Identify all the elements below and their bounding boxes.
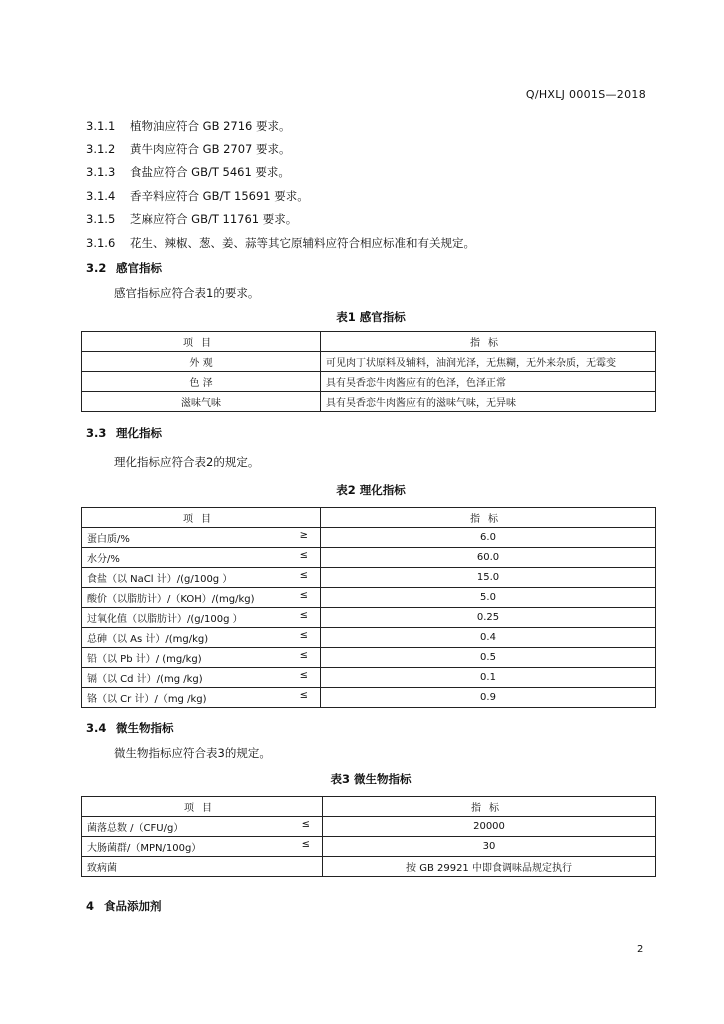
comparison-operator: ≤ (299, 590, 308, 601)
cell-value: 0.25 (321, 608, 656, 628)
requirement-number: 3.1.1 (86, 119, 116, 133)
section-title: 感官指标 (116, 261, 162, 275)
cell-value: 6.0 (321, 528, 656, 548)
requirement-number: 3.1.5 (86, 212, 116, 226)
table-row (82, 628, 656, 648)
header-value: 指标 (321, 508, 656, 528)
comparison-operator: ≤ (299, 550, 308, 561)
table-row (82, 668, 656, 688)
requirement-text: 香辛料应符合 GB/T 15691 要求。 (130, 189, 309, 203)
table3-caption: 表3 微生物指标 (330, 772, 412, 786)
cell-value: 0.1 (321, 668, 656, 688)
physicochemical-table (81, 507, 656, 708)
item-label: 总砷（以 As 计）/(mg/kg) (87, 634, 209, 645)
comparison-operator: ≤ (299, 670, 308, 681)
sensory-table (81, 331, 656, 412)
requirement-3-1-2 (86, 141, 291, 157)
requirement-text: 植物油应符合 GB 2716 要求。 (130, 119, 291, 133)
cell-item (82, 568, 321, 588)
item-label: 酸价（以脂肪计）/（KOH）/(mg/kg) (87, 594, 255, 605)
comparison-operator: ≤ (301, 819, 310, 830)
cell-value: 30 (323, 837, 656, 857)
cell-item (82, 628, 321, 648)
table2-caption: 表2 理化指标 (336, 483, 406, 497)
cell-value: 15.0 (321, 568, 656, 588)
requirement-3-1-5 (86, 211, 297, 227)
section-number: 3.2 (86, 261, 107, 275)
requirement-text: 花生、辣椒、葱、姜、蒜等其它原辅料应符合相应标准和有关规定。 (130, 236, 475, 250)
cell-value: 0.5 (321, 648, 656, 668)
cell-item (82, 857, 323, 877)
requirement-3-1-6 (86, 235, 475, 251)
table-row (82, 837, 656, 857)
table-header-row (82, 332, 656, 352)
cell-item (82, 688, 321, 708)
section-number: 3.4 (86, 721, 107, 735)
comparison-operator: ≤ (299, 650, 308, 661)
comparison-operator: ≤ (299, 570, 308, 581)
cell-item (82, 548, 321, 568)
cell-value: 按 GB 29921 中即食调味品规定执行 (323, 857, 656, 877)
comparison-operator: ≤ (301, 839, 310, 850)
cell-item (82, 668, 321, 688)
cell-item (82, 648, 321, 668)
requirement-number: 3.1.2 (86, 142, 116, 156)
section-heading-3-4 (86, 720, 174, 736)
requirement-text: 黄牛肉应符合 GB 2707 要求。 (130, 142, 291, 156)
page-number: 2 (637, 944, 644, 955)
requirement-number: 3.1.3 (86, 165, 116, 179)
table-row (82, 548, 656, 568)
table-header-row (82, 508, 656, 528)
document-code: Q/HXLJ 0001S—2018 (525, 88, 646, 101)
section-number: 3.3 (86, 426, 107, 440)
cell-item (82, 588, 321, 608)
item-label: 铅（以 Pb 计）/ (mg/kg) (87, 654, 202, 665)
item-label: 食盐（以 NaCl 计）/(g/100g ） (87, 574, 233, 585)
table-row (82, 817, 656, 837)
requirement-3-1-1 (86, 118, 291, 134)
table-row (82, 608, 656, 628)
comparison-operator: ≥ (299, 530, 308, 541)
table-row (82, 568, 656, 588)
item-label: 大肠菌群/（MPN/100g） (87, 843, 202, 854)
cell-value: 具有昊香恋牛肉酱应有的色泽，色泽正常 (321, 372, 656, 392)
section-paragraph: 微生物指标应符合表3的规定。 (114, 746, 271, 760)
item-label: 蛋白质/% (87, 534, 130, 545)
requirement-text: 食盐应符合 GB/T 5461 要求。 (130, 165, 290, 179)
section-heading-3-2 (86, 260, 162, 276)
section-title: 理化指标 (116, 426, 162, 440)
section-title: 微生物指标 (116, 721, 174, 735)
cell-value: 5.0 (321, 588, 656, 608)
table-row (82, 688, 656, 708)
cell-value: 具有昊香恋牛肉酱应有的滋味气味，无异味 (321, 392, 656, 412)
section-paragraph: 理化指标应符合表2的规定。 (114, 455, 260, 469)
cell-value: 20000 (323, 817, 656, 837)
item-label: 镉（以 Cd 计）/(mg /kg) (87, 674, 203, 685)
cell-item (82, 528, 321, 548)
cell-item (82, 817, 323, 837)
section-paragraph: 感官指标应符合表1的要求。 (114, 286, 260, 300)
cell-item: 外 观 (82, 352, 321, 372)
microbiological-table (81, 796, 656, 877)
section-heading-4 (86, 898, 162, 914)
cell-value: 0.4 (321, 628, 656, 648)
item-label: 过氧化值（以脂肪计）/(g/100g ） (87, 614, 243, 625)
cell-value: 60.0 (321, 548, 656, 568)
cell-item: 滋味气味 (82, 392, 321, 412)
requirement-3-1-4 (86, 188, 309, 204)
item-label: 铬（以 Cr 计）/（mg /kg) (87, 694, 207, 705)
comparison-operator: ≤ (299, 610, 308, 621)
header-item: 项目 (82, 508, 321, 528)
comparison-operator: ≤ (299, 630, 308, 641)
section-title: 食品添加剂 (104, 899, 162, 913)
table-row (82, 588, 656, 608)
header-item: 项目 (82, 332, 321, 352)
section-heading-3-3 (86, 425, 162, 441)
section-number: 4 (86, 899, 95, 913)
cell-item (82, 608, 321, 628)
requirement-number: 3.1.6 (86, 236, 116, 250)
cell-item (82, 837, 323, 857)
table-header-row (82, 797, 656, 817)
item-label: 致病菌 (87, 863, 117, 874)
table-row (82, 372, 656, 392)
table1-caption: 表1 感官指标 (336, 310, 406, 324)
cell-value: 可见肉丁状原料及辅料，油润光泽，无焦糊，无外来杂质，无霉变 (321, 352, 656, 372)
cell-item: 色 泽 (82, 372, 321, 392)
requirement-3-1-3 (86, 164, 290, 180)
header-item: 项目 (82, 797, 323, 817)
cell-value: 0.9 (321, 688, 656, 708)
table-row (82, 857, 656, 877)
table-row (82, 648, 656, 668)
item-label: 菌落总数 /（CFU/g） (87, 823, 184, 834)
requirement-number: 3.1.4 (86, 189, 116, 203)
comparison-operator: ≤ (299, 690, 308, 701)
header-value: 指标 (321, 332, 656, 352)
table-row (82, 392, 656, 412)
item-label: 水分/% (87, 554, 120, 565)
requirement-text: 芝麻应符合 GB/T 11761 要求。 (130, 212, 298, 226)
table-row (82, 528, 656, 548)
header-value: 指标 (323, 797, 656, 817)
table-row (82, 352, 656, 372)
